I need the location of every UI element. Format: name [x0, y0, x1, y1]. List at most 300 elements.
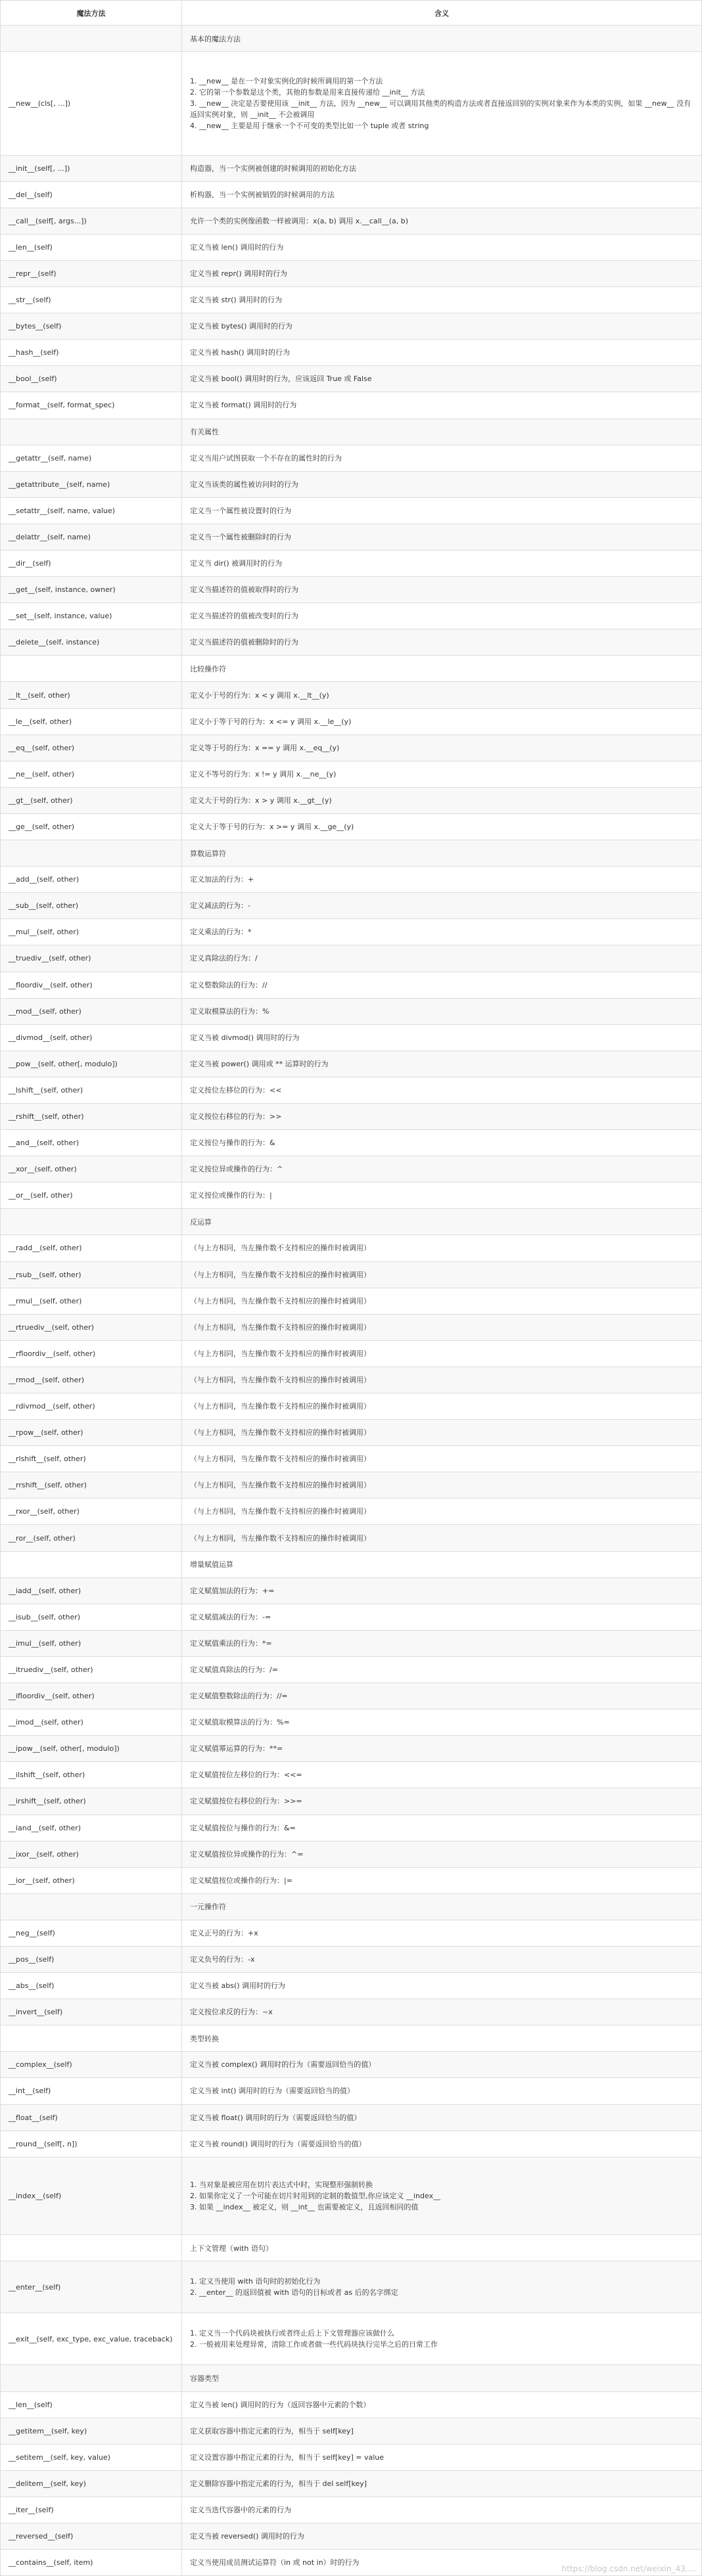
- method-signature: __isub__(self, other): [1, 1604, 182, 1630]
- method-signature: __rlshift__(self, other): [1, 1446, 182, 1472]
- description-line: （与上方相同，当左操作数不支持相应的操作时被调用）: [190, 1270, 371, 1279]
- method-description: [182, 629, 701, 655]
- table-row: [1, 182, 701, 208]
- method-signature: __getitem__(self, key): [1, 2418, 182, 2444]
- method-description: [182, 392, 701, 418]
- description-line: （与上方相同，当左操作数不支持相应的操作时被调用）: [190, 1481, 371, 1490]
- description-line: （与上方相同，当左操作数不支持相应的操作时被调用）: [190, 1507, 371, 1516]
- table-row: [1, 709, 701, 735]
- method-signature: __setitem__(self, key, value): [1, 2445, 182, 2470]
- table-row: [1, 1736, 701, 1762]
- description-line: 定义当被 str() 调用时的行为: [190, 296, 283, 305]
- method-signature: __lshift__(self, other): [1, 1077, 182, 1103]
- table-row: [1, 1315, 701, 1341]
- section-empty-cell: [1, 2365, 182, 2391]
- description-line: 定义按位异或操作的行为：^: [190, 1165, 283, 1174]
- method-signature: __gt__(self, other): [1, 788, 182, 813]
- description-line: 定义当一个属性被删除时的行为: [190, 532, 291, 541]
- method-signature: __get__(self, instance, owner): [1, 577, 182, 602]
- section-title: 类型转换: [190, 2034, 219, 2043]
- method-signature: __radd__(self, other): [1, 1235, 182, 1261]
- method-description: [182, 1999, 701, 2025]
- method-description: [182, 1472, 701, 1498]
- table-row: [1, 1815, 701, 1842]
- method-description: [182, 2497, 701, 2523]
- method-description: [182, 1788, 701, 1814]
- method-signature: __mod__(self, other): [1, 999, 182, 1024]
- method-description: [182, 1367, 701, 1393]
- method-signature: __pos__(self): [1, 1947, 182, 1972]
- method-signature: __ne__(self, other): [1, 761, 182, 787]
- table-row: [1, 498, 701, 524]
- method-signature: __or__(self, other): [1, 1183, 182, 1208]
- method-signature: __lt__(self, other): [1, 682, 182, 708]
- description-line: 定义当一个属性被设置时的行为: [190, 506, 291, 515]
- method-description: [182, 1525, 701, 1550]
- header-meaning: 含义: [434, 9, 449, 18]
- description-line: （与上方相同，当左操作数不支持相应的操作时被调用）: [190, 1428, 371, 1437]
- method-description: [182, 1420, 701, 1445]
- method-signature: __contains__(self, item): [1, 2550, 182, 2575]
- description-line: 定义大于号的行为：x > y 调用 x.__gt__(y): [190, 796, 332, 805]
- method-description: [182, 156, 701, 181]
- table-row: [1, 735, 701, 761]
- description-line: 定义小于号的行为：x < y 调用 x.__lt__(y): [190, 690, 329, 700]
- table-row: [1, 235, 701, 261]
- description-line: 定义按位求反的行为：~x: [190, 2008, 273, 2017]
- section-row: [1, 2025, 701, 2052]
- table-row: [1, 1235, 701, 1261]
- table-row: [1, 1262, 701, 1288]
- method-description: [182, 1920, 701, 1946]
- description-line: 定义小于等于号的行为：x <= y 调用 x.__le__(y): [190, 717, 352, 726]
- method-description: [182, 445, 701, 471]
- table-row: [1, 2052, 701, 2078]
- method-signature: __getattr__(self, name): [1, 445, 182, 471]
- description-line: 定义加法的行为：+: [190, 875, 254, 884]
- description-line: 定义赋值按位异或操作的行为：^=: [190, 1849, 304, 1859]
- watermark: https://blog.csdn.net/weixin_43....: [561, 2564, 695, 2573]
- method-signature: __float__(self): [1, 2105, 182, 2131]
- description-line: 定义真除法的行为：/: [190, 954, 258, 963]
- table-row: [1, 788, 701, 814]
- method-signature: __hash__(self): [1, 340, 182, 365]
- section-title: 容器类型: [190, 2374, 219, 2384]
- description-line: 定义按位与操作的行为：&: [190, 1139, 275, 1148]
- method-description: [182, 313, 701, 339]
- method-signature: __ifloordiv__(self, other): [1, 1683, 182, 1709]
- description-line: 定义当该类的属性被访问时的行为: [190, 480, 298, 489]
- table-row: [1, 1999, 701, 2025]
- method-description: [182, 1183, 701, 1208]
- description-line: 定义赋值加法的行为：+=: [190, 1586, 275, 1595]
- table-row: [1, 1446, 701, 1472]
- method-signature: __rrshift__(self, other): [1, 1472, 182, 1498]
- table-row: [1, 1183, 701, 1209]
- method-signature: __int__(self): [1, 2078, 182, 2104]
- description-line: 定义当被 power() 调用或 ** 运算时的行为: [190, 1059, 329, 1068]
- method-description: [182, 1130, 701, 1156]
- table-row: [1, 682, 701, 708]
- section-title: 有关属性: [190, 428, 219, 437]
- description-line: 定义赋值真除法的行为：/=: [190, 1665, 278, 1674]
- description-line: 定义当使用成员测试运算符（in 或 not in）时的行为: [190, 2558, 360, 2567]
- table-row: [1, 156, 701, 182]
- section-title: 增量赋值运算: [190, 1560, 233, 1570]
- method-signature: __len__(self): [1, 235, 182, 260]
- section-empty-cell: [1, 840, 182, 866]
- table-row: [1, 1077, 701, 1104]
- description-line: 定义当被 divmod() 调用时的行为: [190, 1033, 300, 1042]
- method-description: [182, 577, 701, 602]
- description-line: 定义当用户试图获取一个不存在的属性时的行为: [190, 453, 342, 463]
- description-line: 定义按位或操作的行为：|: [190, 1191, 272, 1200]
- method-signature: __call__(self[, args...]): [1, 208, 182, 234]
- table-row: [1, 392, 701, 418]
- method-description: [182, 1578, 701, 1604]
- table-row: [1, 603, 701, 629]
- table-row: [1, 2392, 701, 2418]
- description-line: 定义赋值乘法的行为：*=: [190, 1638, 272, 1648]
- table-row: [1, 208, 701, 235]
- method-description: [182, 2052, 701, 2077]
- description-line: 2. 一般被用来处理异常，清除工作或者做一些代码块执行完毕之后的日常工作: [190, 2340, 438, 2349]
- method-signature: __le__(self, other): [1, 709, 182, 734]
- method-signature: __iand__(self, other): [1, 1815, 182, 1841]
- method-signature: __invert__(self): [1, 1999, 182, 2025]
- description-line: 1. 当对象是被应用在切片表达式中时，实现整形强制转换: [190, 2180, 373, 2189]
- method-description: [182, 2078, 701, 2104]
- method-description: [182, 2131, 701, 2157]
- description-line: 构造器，当一个实例被创建的时候调用的初始化方法: [190, 164, 356, 173]
- table-row: [1, 2261, 701, 2313]
- description-line: 定义减法的行为：-: [190, 901, 250, 911]
- table-row: [1, 577, 701, 603]
- method-description: [182, 287, 701, 313]
- method-description: [182, 235, 701, 260]
- method-description: [182, 1262, 701, 1288]
- method-description: [182, 1288, 701, 1314]
- method-description: [182, 551, 701, 576]
- method-description: [182, 182, 701, 208]
- method-signature: __floordiv__(self, other): [1, 972, 182, 998]
- description-line: 定义当被 round() 调用时的行为（需要返回恰当的值）: [190, 2139, 366, 2148]
- table-row: [1, 1499, 701, 1525]
- section-row: [1, 2235, 701, 2261]
- method-signature: __rsub__(self, other): [1, 1262, 182, 1288]
- method-description: [182, 2418, 701, 2444]
- table-row: [1, 1631, 701, 1657]
- table-row: [1, 761, 701, 788]
- method-signature: __iadd__(self, other): [1, 1578, 182, 1604]
- table-row: [1, 313, 701, 340]
- table-row: [1, 814, 701, 840]
- section-row: [1, 1552, 701, 1578]
- section-row: [1, 419, 701, 445]
- method-description: [182, 2523, 701, 2549]
- method-signature: __xor__(self, other): [1, 1156, 182, 1182]
- method-description: [182, 524, 701, 550]
- method-description: [182, 1604, 701, 1630]
- method-description: [182, 972, 701, 998]
- method-description: [182, 999, 701, 1024]
- method-signature: __iter__(self): [1, 2497, 182, 2523]
- table-row: [1, 1578, 701, 1604]
- table-row: [1, 1788, 701, 1815]
- method-signature: __complex__(self): [1, 2052, 182, 2077]
- table-row: [1, 999, 701, 1025]
- description-line: 定义正号的行为：+x: [190, 1928, 258, 1937]
- description-line: 定义删除容器中指定元素的行为，相当于 del self[key]: [190, 2479, 367, 2488]
- section-row: [1, 656, 701, 682]
- description-line: （与上方相同，当左操作数不支持相应的操作时被调用）: [190, 1296, 371, 1305]
- section-empty-cell: [1, 1894, 182, 1920]
- method-signature: __divmod__(self, other): [1, 1025, 182, 1051]
- description-line: 3. __new__ 决定是否要使用该 __init__ 方法，因为 __new__ 可以调用其他类的构造方法或者直接返回别的实例对象来作为本类的实例，如果 __new__ 没有返回实例对象，则 __init__ 不会被调用: [190, 99, 691, 119]
- method-description: [182, 761, 701, 787]
- description-line: 定义当被 format() 调用时的行为: [190, 401, 297, 410]
- method-signature: __eq__(self, other): [1, 735, 182, 761]
- method-description: [182, 945, 701, 971]
- method-description: [182, 735, 701, 761]
- method-description: [182, 2392, 701, 2418]
- table-row: [1, 52, 701, 155]
- method-signature: __add__(self, other): [1, 867, 182, 892]
- method-signature: __pow__(self, other[, modulo]): [1, 1051, 182, 1077]
- section-title: 比较操作符: [190, 664, 226, 673]
- section-row: [1, 840, 701, 867]
- description-line: 定义大于等于号的行为：x >= y 调用 x.__ge__(y): [190, 822, 354, 831]
- description-line: 定义不等号的行为：x != y 调用 x.__ne__(y): [190, 769, 337, 779]
- section-empty-cell: [1, 2025, 182, 2051]
- table-row: [1, 1709, 701, 1736]
- section-row: [1, 2365, 701, 2391]
- table-row: [1, 366, 701, 392]
- table-row: [1, 1051, 701, 1077]
- table-row: [1, 867, 701, 893]
- method-description: [182, 1051, 701, 1077]
- method-description: [182, 1341, 701, 1367]
- method-signature: __truediv__(self, other): [1, 945, 182, 971]
- method-signature: __ixor__(self, other): [1, 1842, 182, 1867]
- description-line: 定义当描述符的值被删除时的行为: [190, 638, 298, 647]
- description-line: （与上方相同，当左操作数不支持相应的操作时被调用）: [190, 1244, 371, 1253]
- header-method: 魔法方法: [1, 1, 182, 25]
- description-line: 2. 如果你定义了一个可能在切片时用到的定制的数值型,你应该定义 __index__: [190, 2191, 441, 2200]
- method-signature: __delete__(self, instance): [1, 629, 182, 655]
- method-description: [182, 2471, 701, 2497]
- table-row: [1, 1130, 701, 1156]
- table-header-row: [1, 1, 701, 26]
- method-description: [182, 1104, 701, 1129]
- method-description: [182, 1025, 701, 1051]
- method-signature: __ge__(self, other): [1, 814, 182, 840]
- method-description: [182, 1973, 701, 1999]
- method-description: [182, 1736, 701, 1761]
- section-title: 算数运算符: [190, 849, 226, 858]
- table-row: [1, 551, 701, 577]
- method-signature: __getattribute__(self, name): [1, 472, 182, 497]
- table-row: [1, 2105, 701, 2131]
- table-row: [1, 1420, 701, 1446]
- method-signature: __reversed__(self): [1, 2523, 182, 2549]
- table-row: [1, 1025, 701, 1051]
- section-title: 反运算: [190, 1217, 212, 1227]
- method-signature: __irshift__(self, other): [1, 1788, 182, 1814]
- method-description: [182, 472, 701, 497]
- table-row: [1, 1762, 701, 1788]
- description-line: （与上方相同，当左操作数不支持相应的操作时被调用）: [190, 1402, 371, 1411]
- method-description: [182, 2158, 701, 2234]
- section-empty-cell: [1, 26, 182, 51]
- method-signature: __bool__(self): [1, 366, 182, 392]
- section-empty-cell: [1, 1209, 182, 1234]
- method-description: [182, 261, 701, 286]
- method-signature: __rxor__(self, other): [1, 1499, 182, 1524]
- table-row: [1, 524, 701, 551]
- description-line: 定义负号的行为：-x: [190, 1955, 255, 1964]
- table-row: [1, 2131, 701, 2158]
- method-description: [182, 1315, 701, 1340]
- description-line: 2. 它的第一个参数是这个类，其他的参数是用来直接传递给 __init__ 方法: [190, 87, 425, 97]
- description-line: 定义当描述符的值被改变时的行为: [190, 612, 298, 621]
- description-line: 定义赋值整数除法的行为：//=: [190, 1692, 288, 1701]
- description-line: 定义整数除法的行为：//: [190, 980, 268, 989]
- table-row: [1, 1604, 701, 1631]
- method-signature: __rdivmod__(self, other): [1, 1393, 182, 1419]
- description-line: 析构器，当一个实例被销毁的时候调用的方法: [190, 190, 335, 199]
- description-line: 定义当被 len() 调用时的行为: [190, 242, 284, 252]
- method-signature: __ipow__(self, other[, modulo]): [1, 1736, 182, 1761]
- table-row: [1, 261, 701, 287]
- table-row: [1, 2078, 701, 2104]
- description-line: （与上方相同，当左操作数不支持相应的操作时被调用）: [190, 1533, 371, 1543]
- method-signature: __rshift__(self, other): [1, 1104, 182, 1129]
- method-signature: __rpow__(self, other): [1, 1420, 182, 1445]
- table-row: [1, 1288, 701, 1315]
- description-line: 定义获取容器中指定元素的行为，相当于 self[key]: [190, 2426, 354, 2435]
- description-line: 定义当被 bytes() 调用时的行为: [190, 322, 292, 331]
- method-signature: __neg__(self): [1, 1920, 182, 1946]
- section-row: [1, 1894, 701, 1920]
- description-line: 1. 定义当使用 with 语句时的初始化行为: [190, 2277, 321, 2286]
- table-row: [1, 1683, 701, 1709]
- method-signature: __round__(self[, n]): [1, 2131, 182, 2157]
- method-description: [182, 340, 701, 365]
- table-row: [1, 1657, 701, 1683]
- method-description: [182, 1868, 701, 1893]
- method-description: [182, 1156, 701, 1182]
- description-line: 定义赋值按位与操作的行为：&=: [190, 1823, 296, 1832]
- method-description: [182, 52, 701, 154]
- method-signature: __del__(self): [1, 182, 182, 208]
- description-line: 定义赋值按位或操作的行为：|=: [190, 1876, 292, 1885]
- method-signature: __rfloordiv__(self, other): [1, 1341, 182, 1367]
- section-empty-cell: [1, 419, 182, 445]
- table-row: [1, 1472, 701, 1499]
- description-line: 定义按位左移位的行为：<<: [190, 1085, 282, 1095]
- section-row: [1, 26, 701, 52]
- table-row: [1, 1393, 701, 1420]
- method-signature: __mul__(self, other): [1, 919, 182, 945]
- method-description: [182, 1077, 701, 1103]
- method-description: [182, 1631, 701, 1656]
- table-row: [1, 629, 701, 656]
- description-line: （与上方相同，当左操作数不支持相应的操作时被调用）: [190, 1455, 371, 1464]
- description-line: 定义等于号的行为：x == y 调用 x.__eq__(y): [190, 743, 340, 752]
- method-signature: __imul__(self, other): [1, 1631, 182, 1656]
- table-row: [1, 472, 701, 498]
- method-description: [182, 2445, 701, 2470]
- section-empty-cell: [1, 656, 182, 681]
- method-signature: __index__(self): [1, 2158, 182, 2234]
- method-signature: __str__(self): [1, 287, 182, 313]
- description-line: 定义当 dir() 被调用时的行为: [190, 559, 283, 568]
- description-line: 定义当被 bool() 调用时的行为，应该返回 True 或 False: [190, 374, 372, 384]
- table-row: [1, 1341, 701, 1367]
- method-signature: __abs__(self): [1, 1973, 182, 1999]
- description-line: 定义赋值取模算法的行为：%=: [190, 1718, 290, 1727]
- table-row: [1, 1104, 701, 1130]
- description-line: 1. __new__ 是在一个对象实例化的时候所调用的第一个方法: [190, 76, 383, 85]
- table-row: [1, 1842, 701, 1868]
- description-line: 定义当被 hash() 调用时的行为: [190, 348, 290, 357]
- method-description: [182, 867, 701, 892]
- method-description: [182, 1842, 701, 1867]
- method-description: [182, 919, 701, 945]
- method-description: [182, 208, 701, 234]
- method-description: [182, 1235, 701, 1261]
- section-row: [1, 1209, 701, 1235]
- method-description: [182, 1446, 701, 1472]
- description-line: 定义赋值幂运算的行为：**=: [190, 1744, 283, 1753]
- method-description: [182, 1762, 701, 1788]
- section-title: 基本的魔法方法: [190, 34, 241, 43]
- description-line: 2. __enter__ 的返回值被 with 语句的目标或者 as 后的名字绑定: [190, 2288, 398, 2297]
- table-row: [1, 1973, 701, 1999]
- description-line: （与上方相同，当左操作数不支持相应的操作时被调用）: [190, 1349, 371, 1358]
- method-description: [182, 2105, 701, 2131]
- method-signature: __ilshift__(self, other): [1, 1762, 182, 1788]
- section-empty-cell: [1, 1552, 182, 1577]
- method-signature: __new__(cls[, ...]): [1, 52, 182, 154]
- method-signature: __bytes__(self): [1, 313, 182, 339]
- method-signature: __rmod__(self, other): [1, 1367, 182, 1393]
- table-row: [1, 2313, 701, 2365]
- table-row: [1, 1156, 701, 1183]
- table-row: [1, 919, 701, 945]
- description-line: 定义当迭代容器中的元素的行为: [190, 2505, 291, 2514]
- table-row: [1, 1367, 701, 1393]
- description-line: 定义当被 float() 调用时的行为（需要返回恰当的值）: [190, 2113, 362, 2122]
- method-signature: __sub__(self, other): [1, 893, 182, 918]
- description-line: 3. 如果 __index__ 被定义，则 __int__ 也需要被定义，且返回相同的值: [190, 2202, 419, 2211]
- method-signature: __and__(self, other): [1, 1130, 182, 1156]
- description-line: 定义当被 reversed() 调用时的行为: [190, 2532, 304, 2541]
- method-signature: __setattr__(self, name, value): [1, 498, 182, 524]
- description-line: 定义当被 len() 调用时的行为（返回容器中元素的个数）: [190, 2400, 371, 2409]
- method-description: [182, 788, 701, 813]
- description-line: 定义当被 abs() 调用时的行为: [190, 1981, 286, 1991]
- method-description: [182, 1815, 701, 1841]
- method-signature: __set__(self, instance, value): [1, 603, 182, 629]
- method-signature: __ror__(self, other): [1, 1525, 182, 1550]
- description-line: （与上方相同，当左操作数不支持相应的操作时被调用）: [190, 1375, 371, 1384]
- table-row: [1, 972, 701, 999]
- table-row: [1, 1525, 701, 1551]
- table-row: [1, 340, 701, 366]
- description-line: （与上方相同，当左操作数不支持相应的操作时被调用）: [190, 1322, 371, 1332]
